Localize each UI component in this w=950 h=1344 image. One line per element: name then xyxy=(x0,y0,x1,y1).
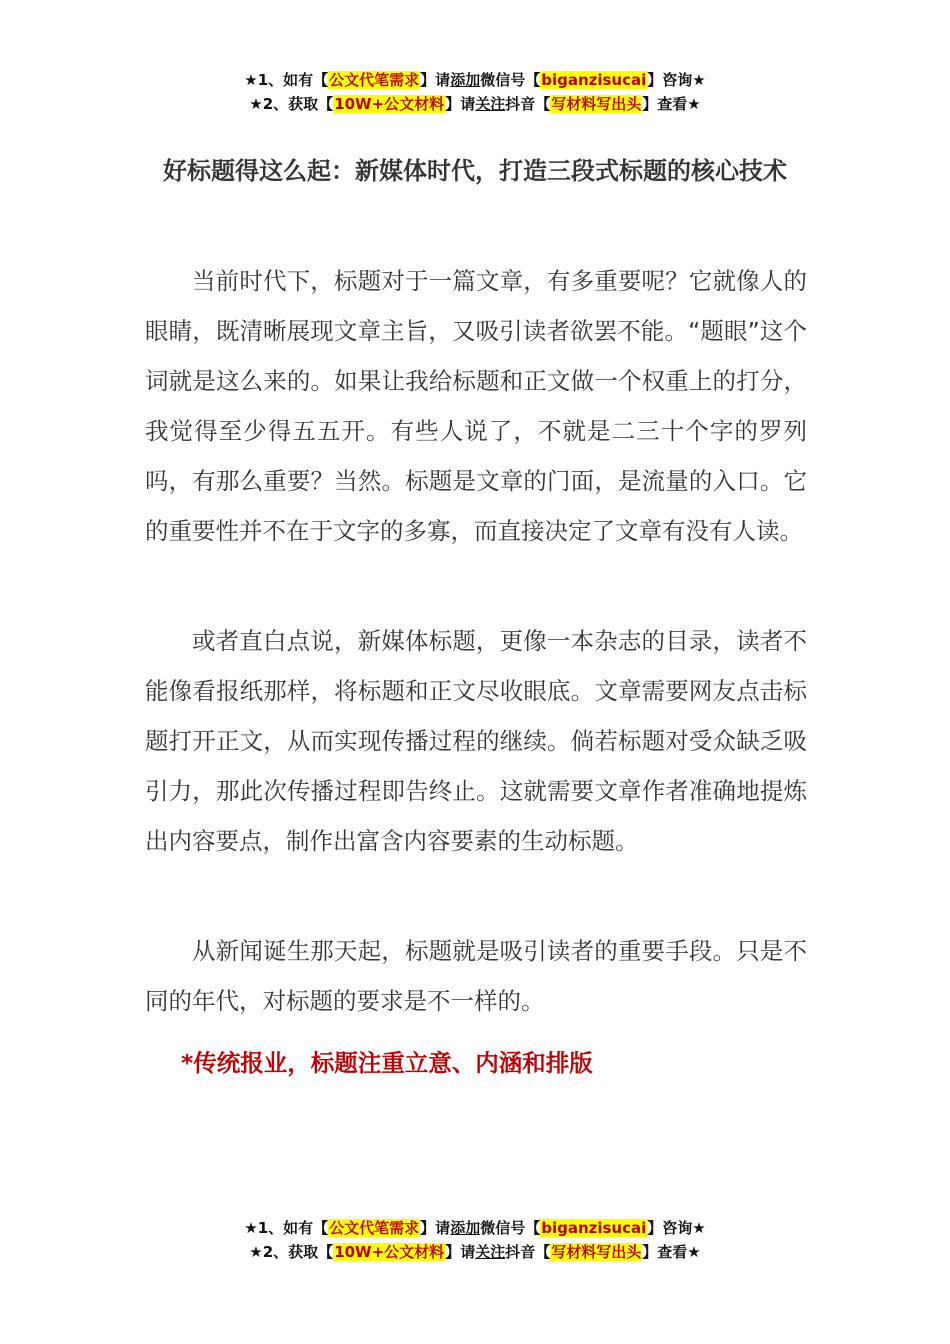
banner-text: 】请 xyxy=(420,1219,451,1237)
body-paragraph-3: 从新闻诞生那天起，标题就是吸引读者的重要手段。只是不同的年代，对标题的要求是不一样的。 xyxy=(145,937,807,1015)
banner-highlight: 10W+公文材料 xyxy=(334,1243,445,1261)
banner-line-2 xyxy=(0,1240,950,1264)
banner-text: ★2、获取【 xyxy=(249,1243,334,1261)
banner-highlight: 写材料写出头 xyxy=(551,1243,642,1261)
banner-text: 】请 xyxy=(445,1243,476,1261)
banner-highlight: 写材料写出头 xyxy=(551,95,642,113)
banner-underlined-text: 添加 xyxy=(450,71,481,89)
banner-text: 微信号【 xyxy=(480,1219,541,1237)
banner-highlight: biganzisucai xyxy=(541,1219,647,1237)
header-banner xyxy=(0,68,950,116)
banner-highlight: 公文代笔需求 xyxy=(329,71,420,89)
banner-text: 抖音【 xyxy=(505,1243,551,1261)
banner-text: 】请 xyxy=(420,71,451,89)
banner-highlight: biganzisucai xyxy=(541,71,647,89)
body-paragraph-2: 或者直白点说，新媒体标题，更像一本杂志的目录，读者不能像看报纸那样，将标题和正文尽收眼底。文章需要网友点击标题打开正文，从而实现传播过程的继续。倘若标题对受众缺乏吸引力，那此次传播过程即告终止。这就需要文章作者准确地提炼出内容要点，制作出富含内容要素的生动标题。 xyxy=(145,627,807,855)
banner-line-2 xyxy=(0,92,950,116)
banner-highlight: 10W+公文材料 xyxy=(334,95,445,113)
banner-text: ★2、获取【 xyxy=(249,95,334,113)
banner-underlined-text: 关注 xyxy=(475,1243,506,1261)
banner-text: 】咨询★ xyxy=(647,71,706,89)
body-paragraph-1: 当前时代下，标题对于一篇文章，有多重要呢？它就像人的眼睛，既清晰展现文章主旨，又吸引读者欲罢不能。“题眼”这个词就是这么来的。如果让我给标题和正文做一个权重上的打分，我觉得至少得五五开。有些人说了，不就是二三十个字的罗列吗，有那么重要？当然。标题是文章的门面，是流量的入口。它的重要性并不在于文字的多寡，而直接决定了文章有没有人读。 xyxy=(145,267,807,545)
banner-text: 微信号【 xyxy=(480,71,541,89)
banner-text: 】请 xyxy=(445,95,476,113)
banner-text: ★1、如有【 xyxy=(244,71,329,89)
banner-line-1 xyxy=(0,68,950,92)
banner-highlight: 公文代笔需求 xyxy=(329,1219,420,1237)
banner-text: 】咨询★ xyxy=(647,1219,706,1237)
document-title: 好标题得这么起：新媒体时代，打造三段式标题的核心技术 xyxy=(163,157,787,185)
banner-line-1 xyxy=(0,1216,950,1240)
banner-underlined-text: 添加 xyxy=(450,1219,481,1237)
footer-banner xyxy=(0,1216,950,1264)
banner-underlined-text: 关注 xyxy=(475,95,506,113)
banner-text: 】查看★ xyxy=(642,1243,701,1261)
banner-text: ★1、如有【 xyxy=(244,1219,329,1237)
banner-text: 】查看★ xyxy=(642,95,701,113)
section-subheading: *传统报业，标题注重立意、内涵和排版 xyxy=(181,1049,593,1077)
banner-text: 抖音【 xyxy=(505,95,551,113)
